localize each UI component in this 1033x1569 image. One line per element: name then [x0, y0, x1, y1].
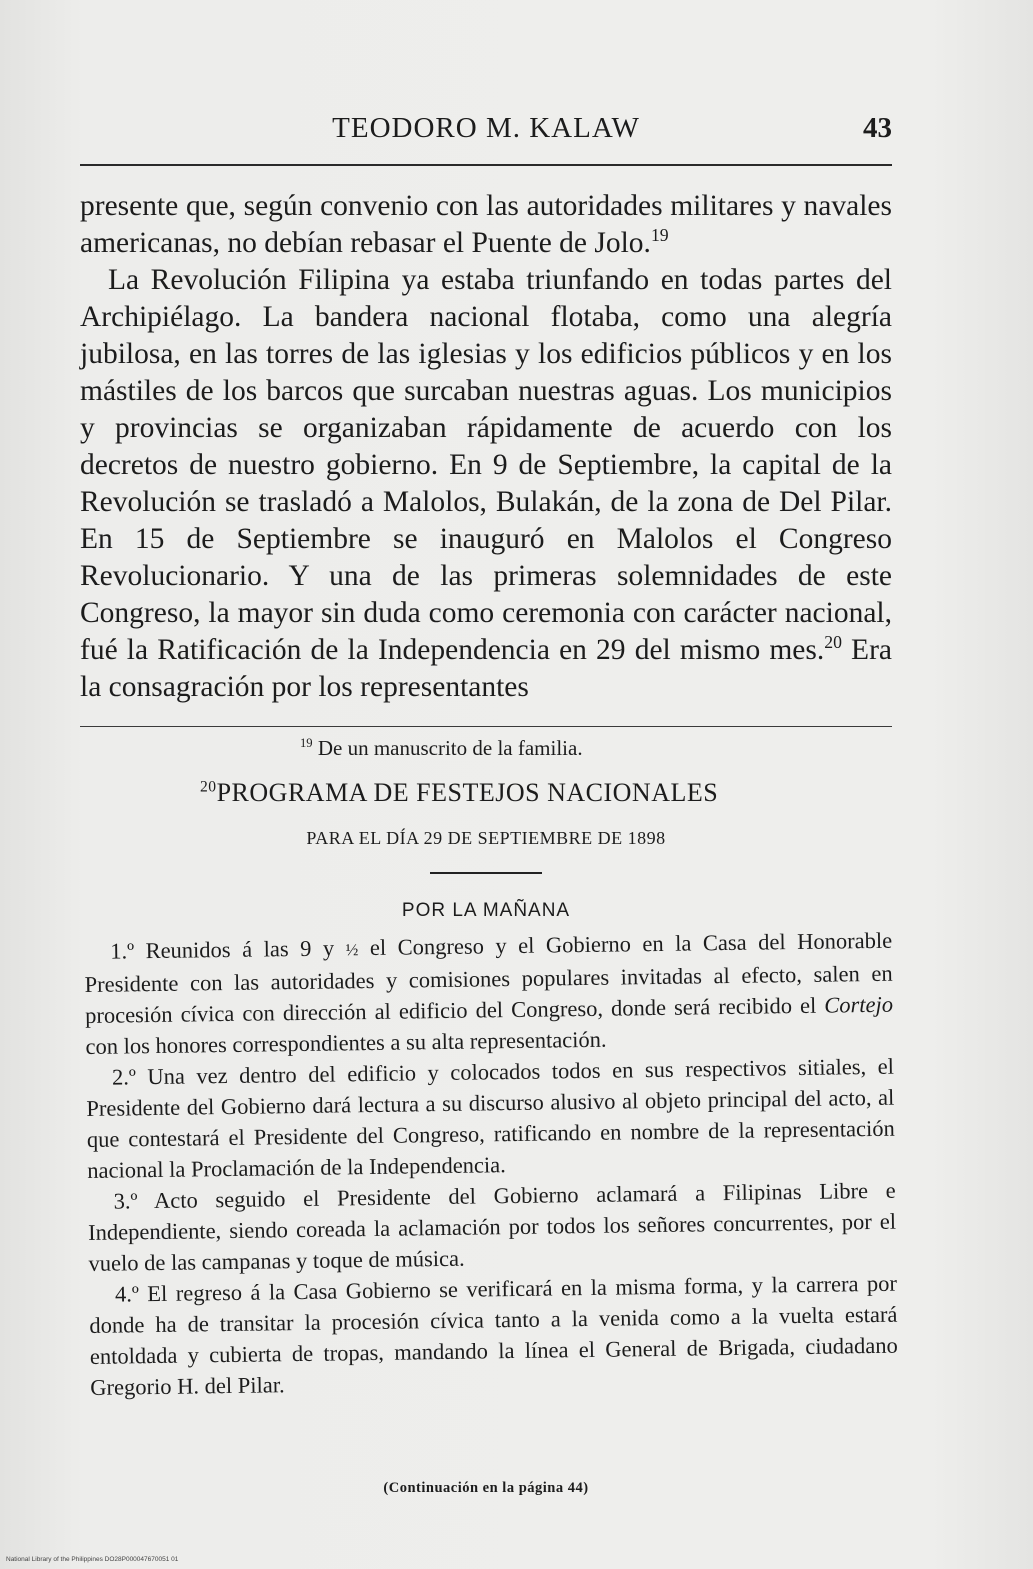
program-item-1-emphasis: Cortejo — [824, 991, 894, 1018]
program-item-1 — [84, 925, 894, 1062]
program-item-3: 3.º Acto seguido el Presidente del Gobierno aclamará a Filipinas Libre e Independiente, siendo coreada la aclamación por todos los señores concurrentes, por el vuelo de las campanas y toque de música. — [87, 1177, 897, 1276]
paragraph-2-text-a: La Revolución Filipina ya estaba triunfando en todas partes del Archipiélago. La bandera nacional flotaba, como una alegría jubilosa, en las torres de las iglesias y los edificios públicos y en los mástiles de los barcos que surcaban nuestras aguas. Los municipios y provincias se organizaban rápidamente de acuerdo con los decretos de nuestro gobierno. En 9 de Septiembre, la capital de la Revolución se trasladó a Malolos, Bulakán, de la zona de Del Pilar. En 15 de Septiembre se inauguró en Malolos el Congreso Revolucionario. Y una de las primeras solemnidades de este Congreso, la mayor sin duda como ceremonia con carácter nacional, fué la Ratificación de la Independencia en 29 del mismo mes. — [80, 264, 892, 666]
page-number: 43 — [863, 112, 892, 144]
footnote-19-text: De un manuscrito de la familia. — [317, 736, 583, 760]
footnote-20-subtitle: PARA EL DÍA 29 DE SEPTIEMBRE DE 1898 — [306, 828, 666, 848]
fraction-half: ½ — [345, 940, 359, 960]
program-item-4: 4.º El regreso á la Casa Gobierno se verificará en la misma forma, y la carrera por donde ha de transitar la procesión cívica tanto a la venida como a la vuelta estará entoldada y cubierta de tropas, mandando la línea el General de Brigada, ciudadano Gregorio H. del Pilar. — [89, 1270, 898, 1400]
program-item-2: 2.º Una vez dentro del edificio y colocados todos en sus respectivos sitiales, el Presidente del Gobierno dará lectura a su discurso alusivo al objeto principal del acto, al que contestará el Presidente del Congreso, ratificando en nombre de la representación nacional la Proclamación de la Independencia. — [86, 1053, 895, 1183]
program-item-1-text-c: con los honores correspondientes a su alta representación. — [85, 1026, 607, 1059]
running-head: TEODORO M. KALAW — [332, 112, 640, 144]
footnote-20-mark: 20 — [200, 778, 217, 796]
footnote-rule — [80, 726, 892, 727]
paragraph-1 — [80, 188, 892, 262]
section-heading: POR LA MAÑANA — [401, 900, 571, 921]
footnote-20-title-text: PROGRAMA DE FESTEJOS NACIONALES — [216, 778, 719, 807]
footnote-ref-19: 19 — [650, 225, 669, 246]
paragraph-2-text-b: Era la consagración por los representantes — [80, 634, 892, 703]
footnote-19-mark: 19 — [300, 736, 313, 750]
paragraph-2 — [80, 262, 892, 706]
short-divider — [430, 872, 542, 874]
scan-caption: National Library of the Philippines DO28P000047670051 01 — [6, 1556, 179, 1563]
program-item-1-text-b: el Congreso y el Gobierno en la Casa del Honorable Presidente con las autoridades y comisiones populares invitadas al efecto, salen en procesión cívica con dirección al edificio del Congreso, donde será recibido el — [84, 927, 893, 1028]
paragraph-1-text: presente que, según convenio con las autoridades militares y navales americanas, no debían rebasar el Puente de Jolo. — [80, 190, 892, 259]
footnote-20-title — [200, 778, 840, 808]
footnote-ref-20: 20 — [824, 632, 842, 653]
program-list — [84, 925, 898, 1403]
header-rule — [80, 164, 892, 166]
page-header — [80, 112, 892, 160]
program-item-1-text-a: 1.º Reunidos á las 9 y — [110, 935, 346, 964]
continuation-note: (Continuación en la página 44) — [383, 1480, 589, 1496]
footnote-19 — [300, 736, 583, 761]
body-text — [80, 188, 892, 706]
